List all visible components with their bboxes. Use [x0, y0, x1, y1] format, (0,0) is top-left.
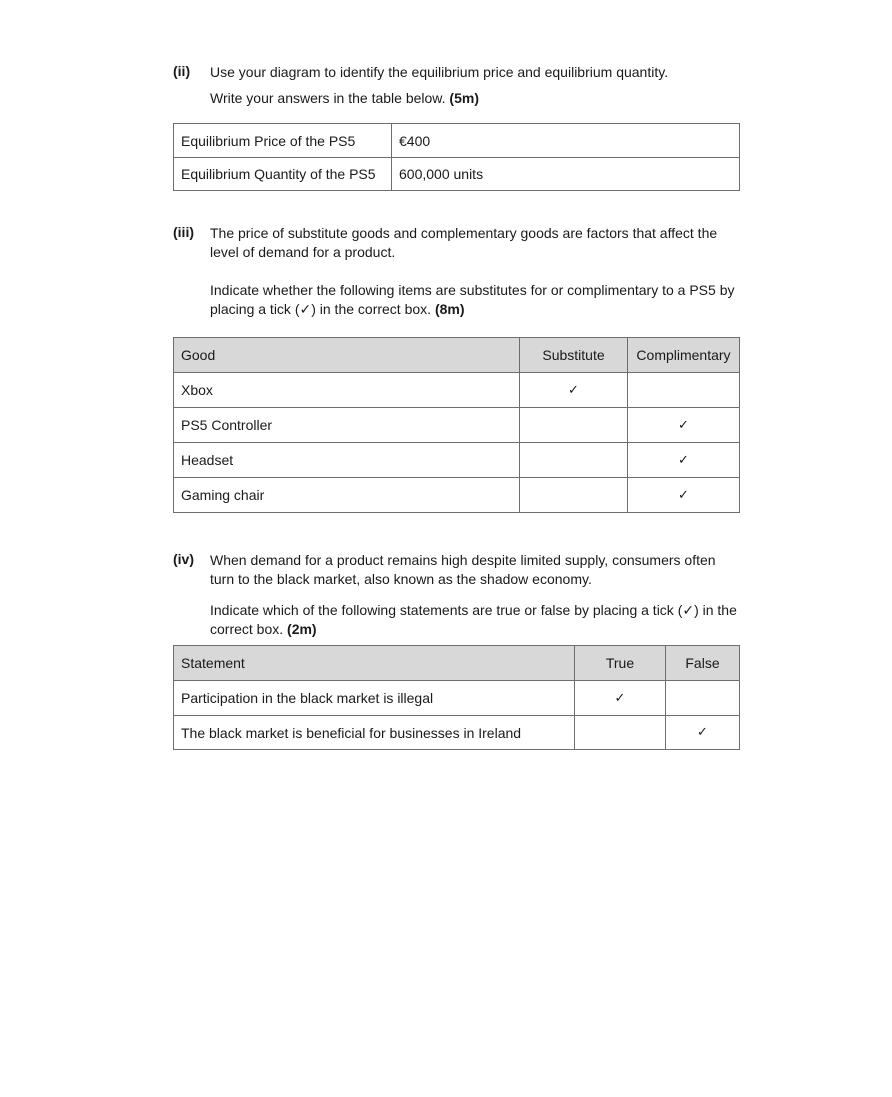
question-line: level of demand for a product. [210, 244, 396, 260]
question-ii [173, 63, 763, 108]
table-row [174, 408, 740, 443]
table-row [174, 681, 740, 716]
table-row [174, 124, 740, 158]
substitute-tick-box[interactable] [520, 408, 628, 443]
question-line [210, 89, 763, 108]
question-line: Indicate whether the following items are substitutes for or complimentary to a PS5 by [210, 282, 735, 298]
row-label: Equilibrium Quantity of the PS5 [174, 158, 392, 191]
column-header-good: Good [174, 338, 520, 373]
good-cell: Xbox [174, 373, 520, 408]
question-number: (iii) [173, 224, 194, 240]
question-number: (iv) [173, 551, 194, 567]
good-cell: Gaming chair [174, 478, 520, 513]
question-text [210, 63, 763, 108]
complimentary-tick-box[interactable]: ✓ [628, 408, 740, 443]
statement-cell: Participation in the black market is illegal [174, 681, 575, 716]
question-line [210, 620, 773, 639]
table-header-row [174, 338, 740, 373]
question-iii [173, 224, 773, 319]
question-line: turn to the black market, also known as the shadow economy. [210, 571, 592, 587]
row-label: Equilibrium Price of the PS5 [174, 124, 392, 158]
false-tick-box[interactable] [666, 681, 740, 716]
answer-cell: €400 [392, 124, 740, 158]
marks-label: (8m) [434, 301, 465, 317]
substitute-complement-table [173, 337, 740, 513]
statement-cell: The black market is beneficial for businesses in Ireland [174, 716, 575, 750]
good-cell: Headset [174, 443, 520, 478]
question-line-text: Write your answers in the table below. [210, 90, 446, 106]
true-false-table [173, 645, 740, 750]
question-text [210, 551, 773, 639]
table-header-row [174, 646, 740, 681]
question-line-text: correct box. [210, 621, 284, 637]
answer-cell: 600,000 units [392, 158, 740, 191]
column-header-complimentary: Complimentary [628, 338, 740, 373]
question-line: Indicate which of the following statements are true or false by placing a tick (✓) in the [210, 602, 737, 618]
question-text [210, 224, 773, 319]
good-cell: PS5 Controller [174, 408, 520, 443]
substitute-tick-box[interactable] [520, 443, 628, 478]
table-row [174, 443, 740, 478]
true-tick-box[interactable] [575, 716, 666, 750]
question-line [210, 300, 773, 319]
question-line: When demand for a product remains high despite limited supply, consumers often [210, 552, 716, 568]
complimentary-tick-box[interactable] [628, 373, 740, 408]
column-header-substitute: Substitute [520, 338, 628, 373]
table-row [174, 373, 740, 408]
equilibrium-table [173, 123, 740, 191]
question-line: Use your diagram to identify the equilibrium price and equilibrium quantity. [210, 64, 669, 80]
table-row [174, 716, 740, 750]
column-header-false: False [666, 646, 740, 681]
question-iv [173, 551, 773, 639]
marks-label: (2m) [287, 621, 317, 637]
complimentary-tick-box[interactable]: ✓ [628, 478, 740, 513]
question-line-text: placing a tick (✓) in the correct box. [210, 301, 432, 317]
complimentary-tick-box[interactable]: ✓ [628, 443, 740, 478]
false-tick-box[interactable]: ✓ [666, 716, 740, 750]
substitute-tick-box[interactable] [520, 478, 628, 513]
question-line: The price of substitute goods and complementary goods are factors that affect the [210, 225, 718, 241]
column-header-true: True [575, 646, 666, 681]
table-row [174, 478, 740, 513]
substitute-tick-box[interactable]: ✓ [520, 373, 628, 408]
marks-label: (5m) [449, 90, 479, 106]
question-number: (ii) [173, 63, 191, 79]
true-tick-box[interactable]: ✓ [575, 681, 666, 716]
table-row [174, 158, 740, 191]
column-header-statement: Statement [174, 646, 575, 681]
